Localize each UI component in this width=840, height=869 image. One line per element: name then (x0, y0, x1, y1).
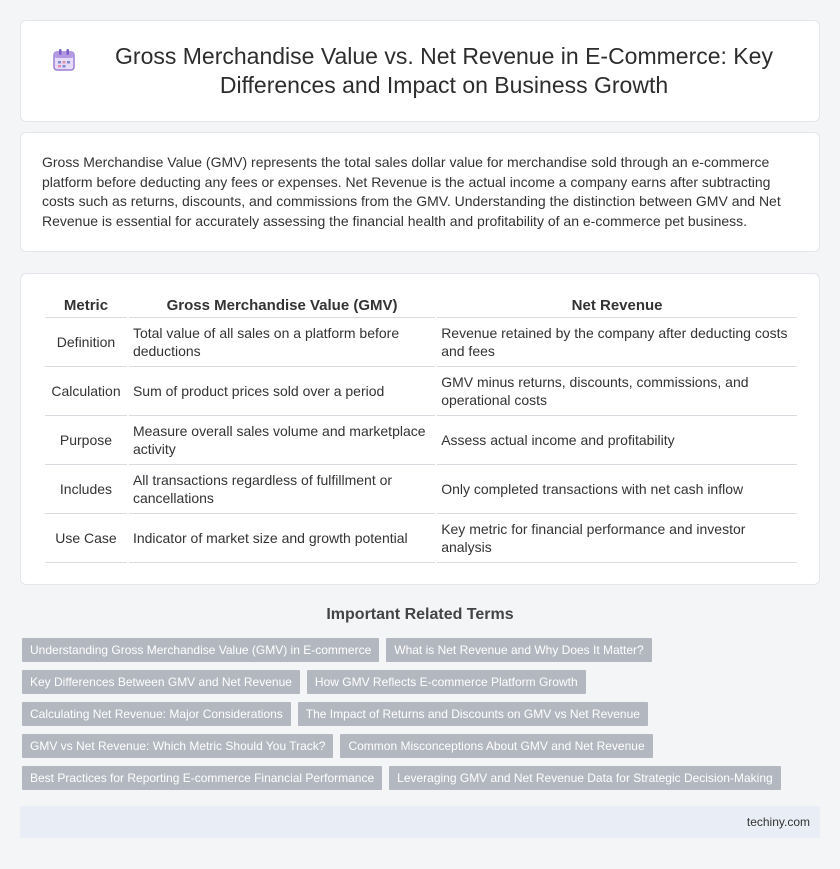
tag-row (22, 734, 822, 758)
related-terms-title: Important Related Terms (326, 606, 514, 623)
row-gmv: All transactions regardless of fulfillment or cancellations (129, 465, 435, 514)
row-gmv: Total value of all sales on a platform before deductions (129, 318, 435, 367)
row-net-revenue: GMV minus returns, discounts, commissions, and operational costs (437, 367, 797, 416)
header-card (20, 20, 820, 122)
table-row (45, 318, 797, 367)
row-gmv: Indicator of market size and growth potential (129, 514, 435, 563)
comparison-table (43, 292, 799, 563)
tag-row (22, 638, 822, 662)
tag-row (22, 766, 822, 790)
page-title: Gross Merchandise Value vs. Net Revenue in E-Commerce: Key Differences and Impact on Business Growth (115, 43, 773, 98)
row-metric: Includes (45, 465, 127, 514)
header-gmv: Gross Merchandise Value (GMV) (129, 292, 435, 318)
footer (20, 806, 820, 838)
table-row (45, 514, 797, 563)
row-gmv: Sum of product prices sold over a period (129, 367, 435, 416)
table-header-row (45, 292, 797, 318)
related-term-link[interactable]: How GMV Reflects E-commerce Platform Growth (307, 670, 586, 694)
row-net-revenue: Revenue retained by the company after deducting costs and fees (437, 318, 797, 367)
related-term-link[interactable]: The Impact of Returns and Discounts on GMV vs Net Revenue (298, 702, 648, 726)
related-terms-list (22, 638, 822, 798)
related-term-link[interactable]: Leveraging GMV and Net Revenue Data for Strategic Decision-Making (389, 766, 781, 790)
row-gmv: Measure overall sales volume and marketplace activity (129, 416, 435, 465)
related-term-link[interactable]: Calculating Net Revenue: Major Considerations (22, 702, 291, 726)
row-net-revenue: Assess actual income and profitability (437, 416, 797, 465)
intro-paragraph: Gross Merchandise Value (GMV) represents the total sales dollar value for merchandise sold through an e-commerce platform before deducting any fees or expenses. Net Revenue is the actual income a company earns after subtracting costs such as returns, discounts, and commissions from the GMV. Understanding the distinction between GMV and Net Revenue is essential for accurately assessing the financial health and profitability of an e-commerce pet business. (42, 154, 781, 229)
calendar-icon (51, 47, 77, 73)
row-metric: Purpose (45, 416, 127, 465)
row-metric: Definition (45, 318, 127, 367)
row-net-revenue: Key metric for financial performance and investor analysis (437, 514, 797, 563)
header-metric: Metric (45, 292, 127, 318)
row-net-revenue: Only completed transactions with net cash inflow (437, 465, 797, 514)
related-term-link[interactable]: Common Misconceptions About GMV and Net Revenue (340, 734, 652, 758)
related-term-link[interactable]: GMV vs Net Revenue: Which Metric Should You Track? (22, 734, 333, 758)
comparison-table-card (20, 273, 820, 585)
related-term-link[interactable]: Key Differences Between GMV and Net Revenue (22, 670, 300, 694)
header-inner (51, 42, 789, 100)
table-row (45, 465, 797, 514)
tag-row (22, 702, 822, 726)
related-term-link[interactable]: Understanding Gross Merchandise Value (GMV) in E-commerce (22, 638, 379, 662)
row-metric: Calculation (45, 367, 127, 416)
tag-row (22, 670, 822, 694)
site-link[interactable]: techiny.com (746, 815, 810, 829)
header-net-revenue: Net Revenue (437, 292, 797, 318)
related-term-link[interactable]: What is Net Revenue and Why Does It Matter? (386, 638, 651, 662)
related-term-link[interactable]: Best Practices for Reporting E-commerce Financial Performance (22, 766, 382, 790)
table-row (45, 416, 797, 465)
intro-card (20, 132, 820, 252)
table-row (45, 367, 797, 416)
row-metric: Use Case (45, 514, 127, 563)
